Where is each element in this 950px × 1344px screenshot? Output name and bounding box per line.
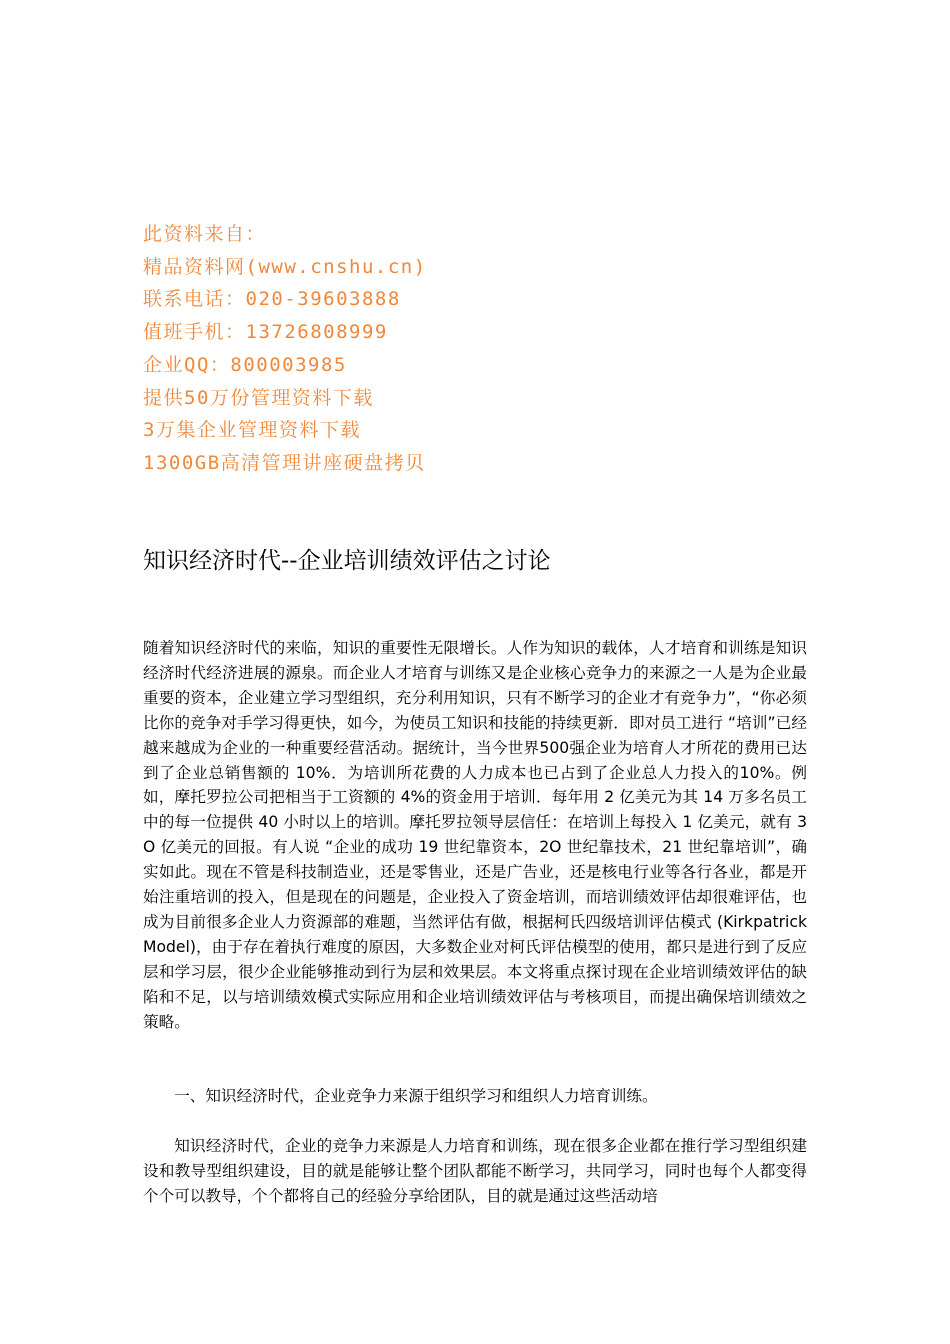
paragraph-section-1: 知识经济时代，企业的竞争力来源是人力培育和训练，现在很多企业都在推行学习型组织建设和教导型组织建设，目的就是能够让整个团队都能不断学习，共同学习，同时也每个人都变得个个可以教导，个个都将自己的经验分享给团队，目的就是通过这些活动培: [143, 1137, 807, 1205]
paragraph-intro: 随着知识经济时代的来临，知识的重要性无限增长。人作为知识的载体，人才培育和训练是知识经济时代经济进展的源泉。而企业人才培育与训练又是企业核心竞争力的来源之一人是为企业最重要的资本，企业建立学习型组织，充分利用知识，只有不断学习的企业才有竞争力”，“你必须比你的竞争对手学习得更快，如今，为使员工知识和技能的持续更新．即对员工进行 “培训”已经越来越成为企业的一种重要经营活动。据统计，当今世界500强企业为培育人才所花的费用已达到了企业总销售额的 10%．为培训所花费的人力成本也已占到了企业总人力投入的10%。例如，摩托罗拉公司把相当于工资额的 4%的资金用于培训．每年用 2 亿美元为其 14 万多名员工中的每一位提供 40 小时以上的培训。摩托罗拉领导层信任：在培训上每投入 1 亿美元，就有 3O 亿美元的回报。有人说 “企业的成功 19 世纪靠资本，2O 世纪靠技术，21 世纪靠培训”，确实如此。现在不管是科技制造业，还是零售业，还是广告业，还是核电行业等各行各业，都是开始注重培训的投入，但是现在的问题是，企业投入了资金培训，而培训绩效评估却很难评估，也成为目前很多企业人力资源部的难题，当然评估有做，根据柯氏四级培训评估模式 (Kirkpatrick Model)，由于存在着执行难度的原因，大多数企业对柯氏评估模型的使用，都只是进行到了反应层和学习层，很少企业能够推动到行为层和效果层。本文将重点探讨现在企业培训绩效评估的缺陷和不足，以与培训绩效模式实际应用和企业培训绩效评估与考核项目，而提出确保培训绩效之策略。: [143, 639, 807, 1031]
website-line: 精品资料网(www.cnshu.cn): [143, 255, 427, 278]
document-title: 知识经济时代--企业培训绩效评估之讨论: [143, 548, 551, 574]
offer-line-3: 1300GB高清管理讲座硬盘拷贝: [143, 451, 426, 474]
mobile-line: 值班手机：13726808999: [143, 321, 388, 344]
section-heading-1: 一、知识经济时代，企业竞争力来源于组织学习和组织人力培育训练。: [174, 1087, 658, 1105]
source-info-block: [143, 218, 643, 480]
qq-line: 企业QQ：800003985: [143, 353, 347, 376]
source-line: 此资料来自：: [143, 223, 267, 245]
offer-line-1: 提供50万份管理资料下载: [143, 386, 374, 409]
phone-line: 联系电话：020-39603888: [143, 288, 401, 311]
offer-line-2: 3万集企业管理资料下载: [143, 419, 361, 442]
